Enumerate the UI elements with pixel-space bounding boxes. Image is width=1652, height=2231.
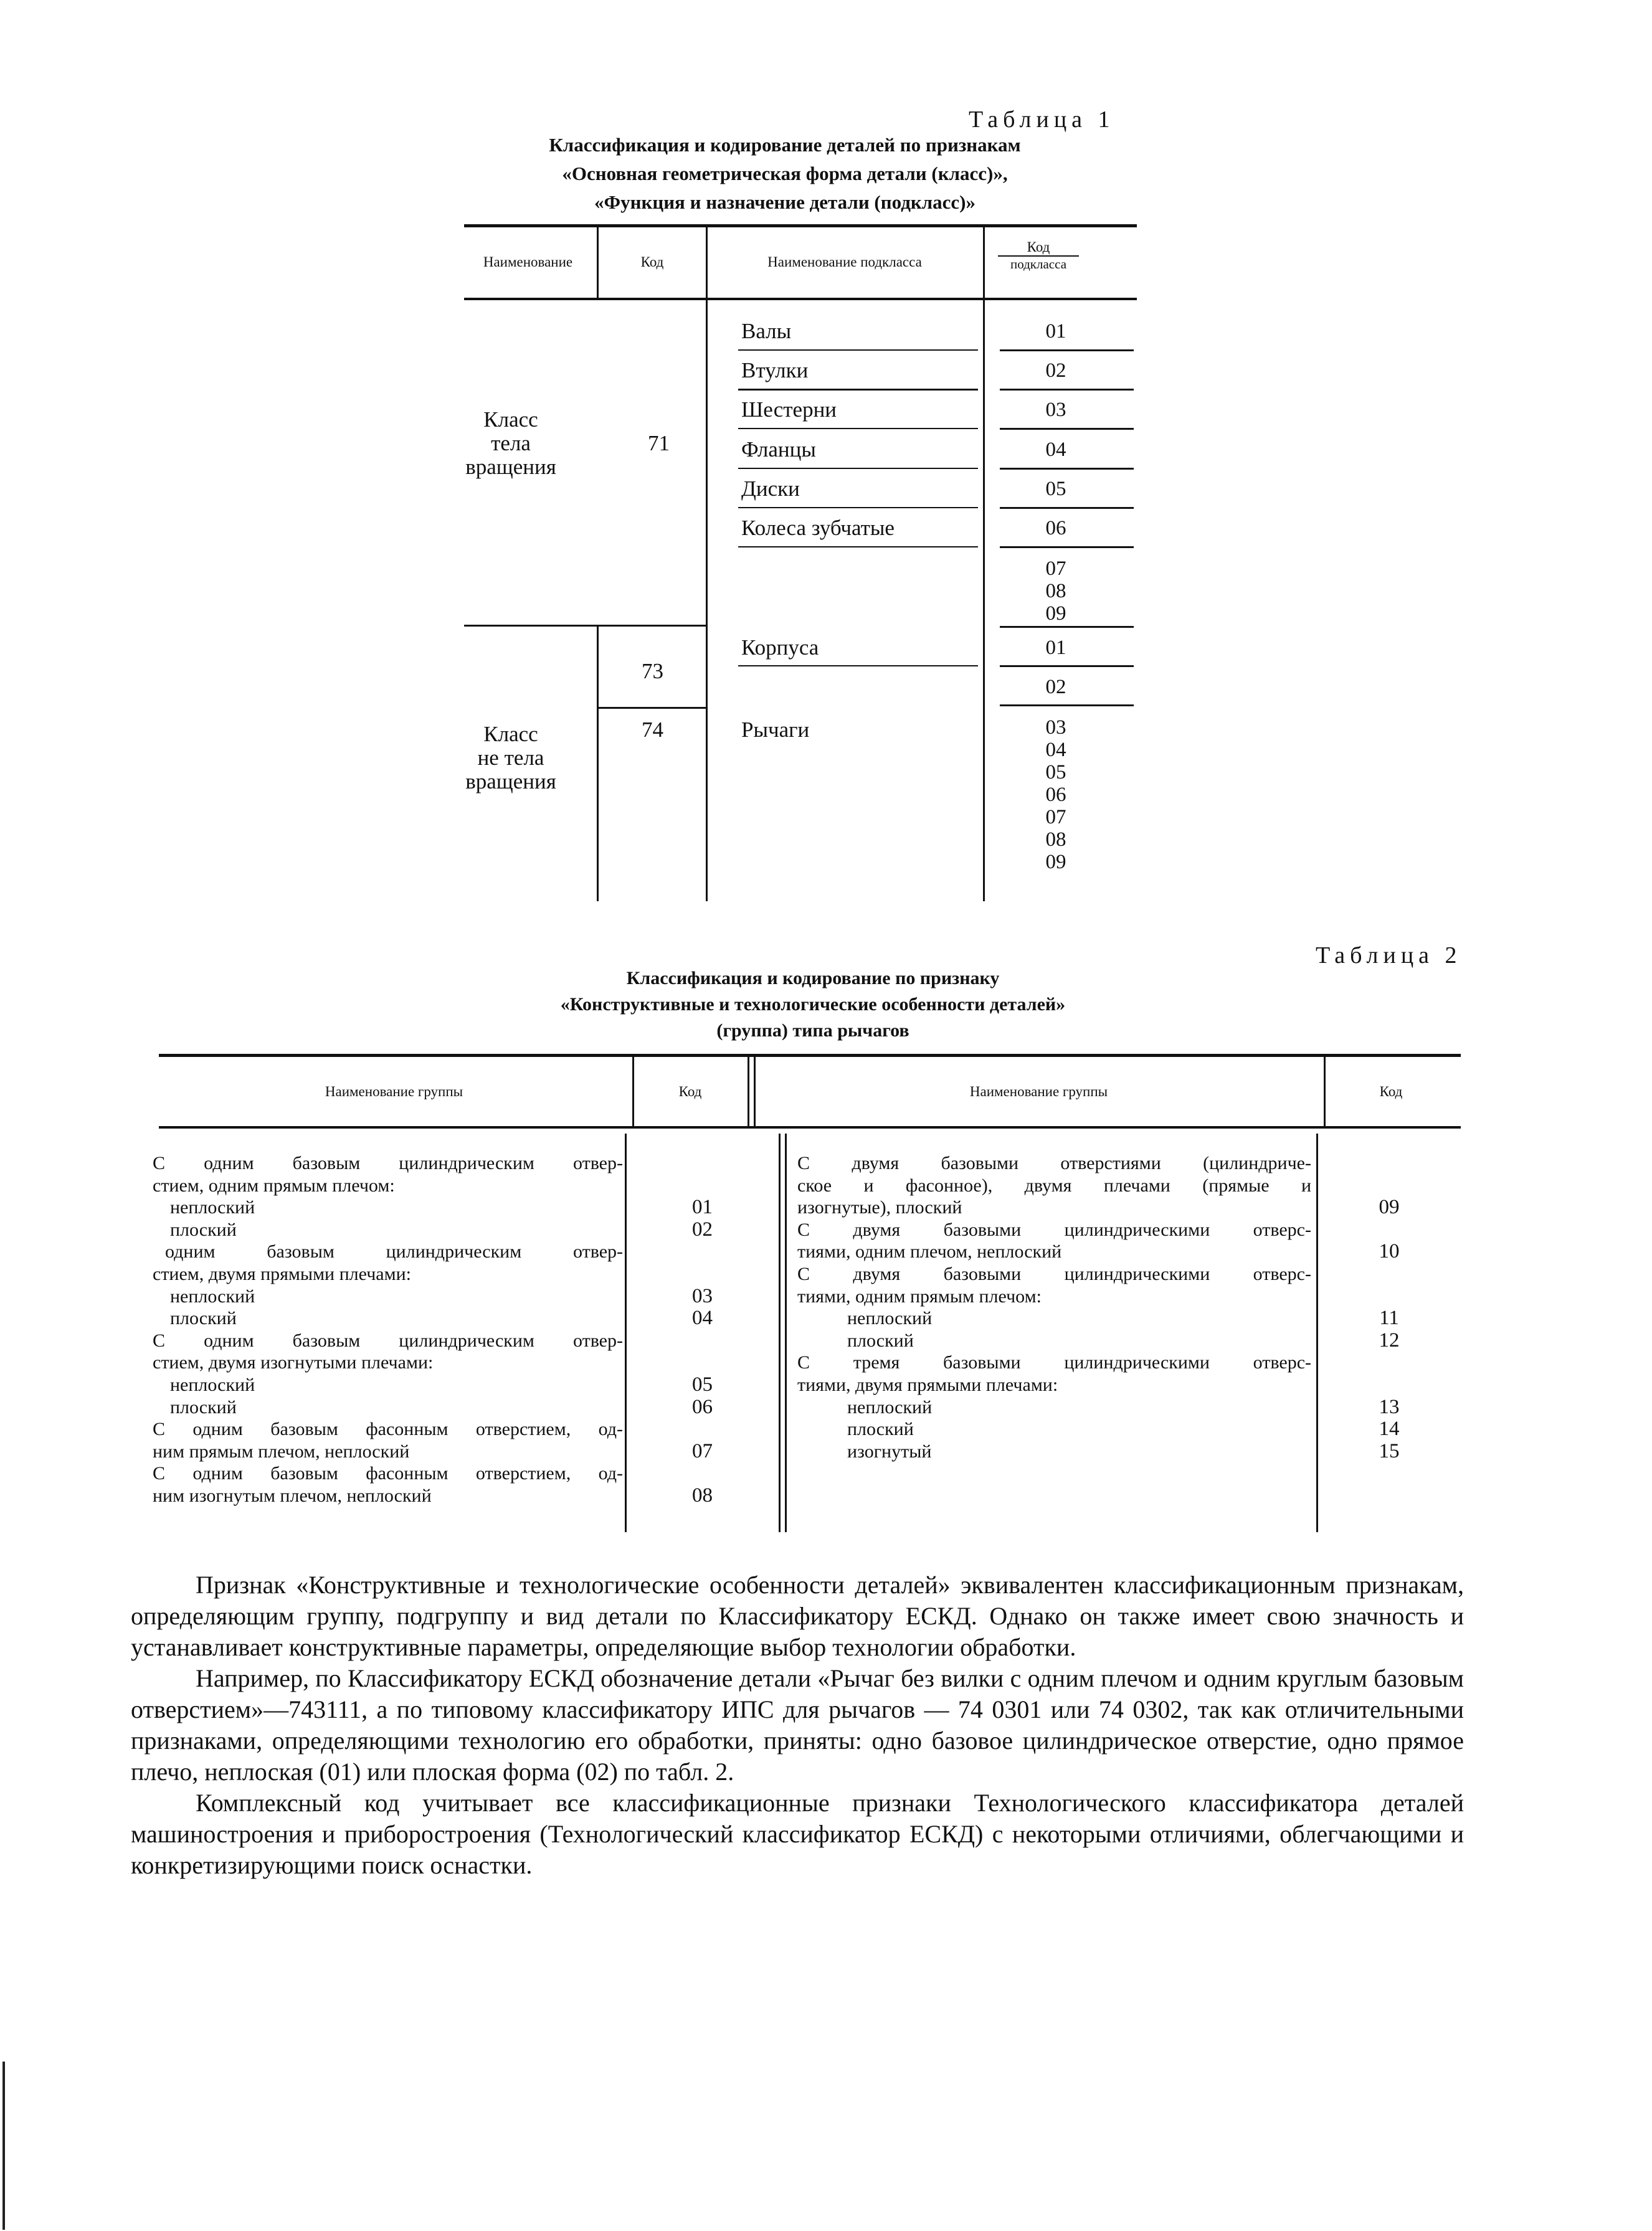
subclass-code: 03 [1045, 399, 1066, 421]
table1-title-line: Классификация и кодирование деталей по признакам [549, 134, 1021, 156]
subclass-name: Корпуса [741, 635, 819, 660]
header-code-line2: подкласса [1010, 257, 1067, 272]
right-line: тиями, двумя прямыми плечами: [797, 1374, 1058, 1395]
table2-header-group-left: Наименование группы [325, 1084, 463, 1099]
table1-title-line: «Основная геометрическая форма детали (класс)», [562, 163, 1008, 184]
right-line: плоский [847, 1419, 914, 1440]
table1-top-rule [464, 224, 1137, 227]
right-code [1321, 1286, 1458, 1308]
subclass-underline [738, 389, 978, 391]
table1-header-code: Код [640, 254, 664, 270]
code-underline [1000, 507, 1134, 509]
left-code: 01 [692, 1196, 713, 1219]
right-code: 10 [1379, 1240, 1400, 1263]
left-code [629, 1418, 776, 1441]
right-code: 14 [1379, 1418, 1400, 1441]
class2-name-line: Класс [483, 722, 538, 746]
subclass-code: 06 [1045, 784, 1066, 806]
subclass-underline [738, 546, 978, 547]
header-code-line1: Код [998, 239, 1079, 257]
table2-header-code-left: Код [678, 1084, 702, 1099]
right-code: 11 [1379, 1307, 1399, 1330]
table2-header-group-right: Наименование группы [969, 1084, 1108, 1099]
code-underline [1000, 665, 1134, 667]
left-line: неплоский [170, 1197, 255, 1218]
right-line: С двумя базовыми цилиндрическими отверс- [797, 1219, 1311, 1240]
table1-vline [597, 627, 599, 901]
right-code [1321, 1352, 1458, 1374]
right-code [1321, 1374, 1458, 1396]
body-paragraph: Комплексный код учитывает все классификационные признаки Технологического классификатора деталей машиностроения и приборостроения (Технологический классификатор ЕСКД) с некоторыми отличиями, облегчающими и конкретизирующими поиск оснастки. [131, 1789, 1464, 1879]
left-code [629, 1352, 776, 1374]
left-code [629, 1175, 776, 1197]
table1-class1-name [464, 408, 558, 479]
left-line: стием, одним прямым плечом: [153, 1175, 395, 1196]
class2-name-line: вращения [465, 769, 556, 793]
table2-title-line: Классификация и кодирование по признаку [626, 968, 1000, 988]
left-line: С одним базовым цилиндрическим отвер- [153, 1330, 623, 1351]
table2-title-line: «Конструктивные и технологические особенности деталей» [560, 994, 1066, 1015]
left-line: плоский [170, 1308, 237, 1329]
left-code: 03 [692, 1284, 713, 1307]
subclass-code: 01 [1045, 320, 1066, 343]
table2-title [361, 965, 1265, 1044]
body-text [131, 1570, 1464, 1881]
table2-left-codes [629, 1152, 776, 1507]
right-line: тиями, одним плечом, неплоский [797, 1241, 1062, 1262]
subclass-code: 02 [1045, 676, 1066, 698]
right-line: ское и фасонное), двумя плечами (прямые и [797, 1175, 1311, 1196]
left-line: плоский [170, 1219, 237, 1240]
right-line: плоский [847, 1330, 914, 1351]
right-line: изогнутый [847, 1441, 932, 1462]
subclass-name: Втулки [741, 358, 809, 382]
table1-header-name: Наименование [483, 254, 573, 270]
reserve-code: 08 [1045, 580, 1066, 602]
table1-header-subclass-code [985, 239, 1091, 272]
subclass-underline [738, 507, 978, 508]
group74-codes [1003, 716, 1109, 873]
code-underline [1000, 546, 1134, 548]
table2-vline [625, 1134, 627, 1532]
left-line: стием, двумя изогнутыми плечами: [153, 1352, 434, 1373]
subclass-code: 09 [1045, 851, 1066, 873]
reserve-code: 07 [1045, 557, 1066, 580]
subclass-underline [738, 428, 978, 429]
right-line: С двумя базовыми цилиндрическими отверс- [797, 1263, 1311, 1284]
left-code [629, 1462, 776, 1485]
right-code: 12 [1379, 1329, 1400, 1352]
left-line: плоский [170, 1396, 237, 1418]
code-underline [1000, 626, 1134, 628]
left-code [629, 1330, 776, 1352]
left-line: С одним базовым фасонным отверстием, од- [153, 1419, 623, 1440]
subclass-code: 01 [1045, 637, 1066, 659]
left-line: одним базовым цилиндрическим отвер- [165, 1241, 623, 1262]
class2-name-line: не тела [477, 746, 544, 770]
right-code: 15 [1379, 1439, 1400, 1462]
table1-vline [983, 225, 985, 901]
table2-top-rule [159, 1054, 1461, 1057]
subclass-name: Рычаги [741, 718, 810, 742]
code-underline [1000, 704, 1134, 706]
table2-vline [1316, 1134, 1318, 1532]
code-underline [1000, 349, 1134, 351]
table1-title [473, 131, 1096, 217]
subclass-underline [738, 349, 978, 351]
table2-vline [785, 1134, 787, 1532]
table2-vline [754, 1055, 756, 1127]
table2-caption: Таблица 2 [1316, 942, 1462, 969]
subclass-name: Диски [741, 476, 800, 501]
class1-name-line: тела [491, 431, 531, 455]
subclass-underline [738, 665, 978, 666]
subclass-name: Шестерни [741, 397, 837, 422]
class1-name-line: вращения [465, 455, 556, 479]
left-line: ним изогнутым плечом, неплоский [153, 1485, 432, 1506]
table2-right-codes [1321, 1152, 1458, 1462]
subclass-name: Валы [741, 319, 792, 343]
table1-header-subclass-name: Наименование подкласса [767, 254, 922, 270]
table1-class1-code: 71 [648, 431, 670, 455]
reserve-codes [1003, 557, 1109, 625]
class1-name-line: Класс [483, 407, 538, 432]
right-line: С тремя базовыми цилиндрическими отверс- [797, 1352, 1311, 1373]
table2-header-rule [159, 1126, 1461, 1129]
right-code: 09 [1379, 1196, 1400, 1219]
subclass-code: 05 [1045, 761, 1066, 784]
table2-title-line: (группа) типа рычагов [716, 1020, 909, 1041]
left-line: неплоский [170, 1374, 255, 1395]
left-code: 04 [692, 1307, 713, 1330]
code-underline [1000, 389, 1134, 391]
left-code [629, 1152, 776, 1175]
subclass-underline [738, 468, 978, 469]
right-code [1321, 1219, 1458, 1241]
table1-class-divider [464, 625, 707, 627]
left-code [629, 1263, 776, 1286]
right-code [1321, 1263, 1458, 1286]
left-line: ним прямым плечом, неплоский [153, 1441, 410, 1462]
table2-right-text [797, 1152, 1311, 1462]
table1-class2-name [458, 722, 564, 793]
table1-group74-code: 74 [642, 718, 663, 742]
table2-vline [748, 1055, 749, 1127]
body-paragraph: Признак «Конструктивные и технологические особенности деталей» эквивалентен классификационным признакам, определяющим группу, подгруппу и вид детали по Классификатору ЕСКД. Однако он также имеет свою значность и устанавливает конструктивные параметры, определяющие выбор технологии обработки. [131, 1571, 1464, 1661]
subclass-code: 07 [1045, 806, 1066, 828]
table1-group73-code: 73 [642, 659, 663, 683]
subclass-code: 04 [1045, 438, 1066, 461]
left-code [629, 1241, 776, 1263]
table1-vline [597, 225, 599, 299]
subclass-code: 05 [1045, 478, 1066, 500]
table1-header-rule [464, 298, 1137, 300]
right-line: неплоский [847, 1308, 933, 1329]
table1-title-line: «Функция и назначение детали (подкласс)» [594, 191, 976, 213]
left-code: 07 [692, 1439, 713, 1462]
left-code: 05 [692, 1373, 713, 1396]
table2-header-code-right: Код [1379, 1084, 1403, 1099]
table1-code-divider [598, 707, 707, 709]
left-code: 08 [692, 1484, 713, 1507]
subclass-code: 03 [1045, 716, 1066, 739]
subclass-code: 02 [1045, 359, 1066, 382]
subclass-code: 08 [1045, 828, 1066, 851]
right-code [1321, 1175, 1458, 1197]
left-code: 02 [692, 1218, 713, 1241]
right-code [1321, 1152, 1458, 1175]
right-line: неплоский [847, 1396, 933, 1418]
left-code: 06 [692, 1395, 713, 1418]
left-line: стием, двумя прямыми плечами: [153, 1263, 411, 1284]
left-line: С одним базовым фасонным отверстием, од- [153, 1463, 623, 1484]
table1-vline [706, 225, 708, 901]
table2-vline [779, 1134, 781, 1532]
right-line: тиями, одним прямым плечом: [797, 1286, 1042, 1307]
table1-caption: Таблица 1 [969, 107, 1115, 133]
scan-edge-mark [2, 2062, 5, 2230]
subclass-name: Фланцы [741, 437, 816, 462]
right-line: изогнутые), плоский [797, 1197, 962, 1218]
body-paragraph: Например, по Классификатору ЕСКД обозначение детали «Рычаг без вилки с одним плечом и одним круглым базовым отверстием»—743111, а по типовому классификатору ИПС для рычагов — 74 0301 или 74 0302, так как отличительными признаками, определяющими технологию его обработки, приняты: одно базовое цилиндрическое отверстие, одно прямое плечо, неплоская (01) или плоская форма (02) по табл. 2. [131, 1664, 1464, 1786]
table2-left-text [153, 1152, 623, 1507]
left-line: неплоский [170, 1286, 255, 1307]
right-line: С двумя базовыми отверстиями (цилиндриче- [797, 1153, 1311, 1173]
code-underline [1000, 468, 1134, 470]
right-code: 13 [1379, 1395, 1400, 1418]
left-line: С одним базовым цилиндрическим отвер- [153, 1153, 623, 1173]
subclass-name: Колеса зубчатые [741, 516, 895, 540]
subclass-code: 06 [1045, 517, 1066, 539]
subclass-code: 04 [1045, 739, 1066, 761]
code-underline [1000, 428, 1134, 430]
reserve-code: 09 [1045, 602, 1066, 625]
